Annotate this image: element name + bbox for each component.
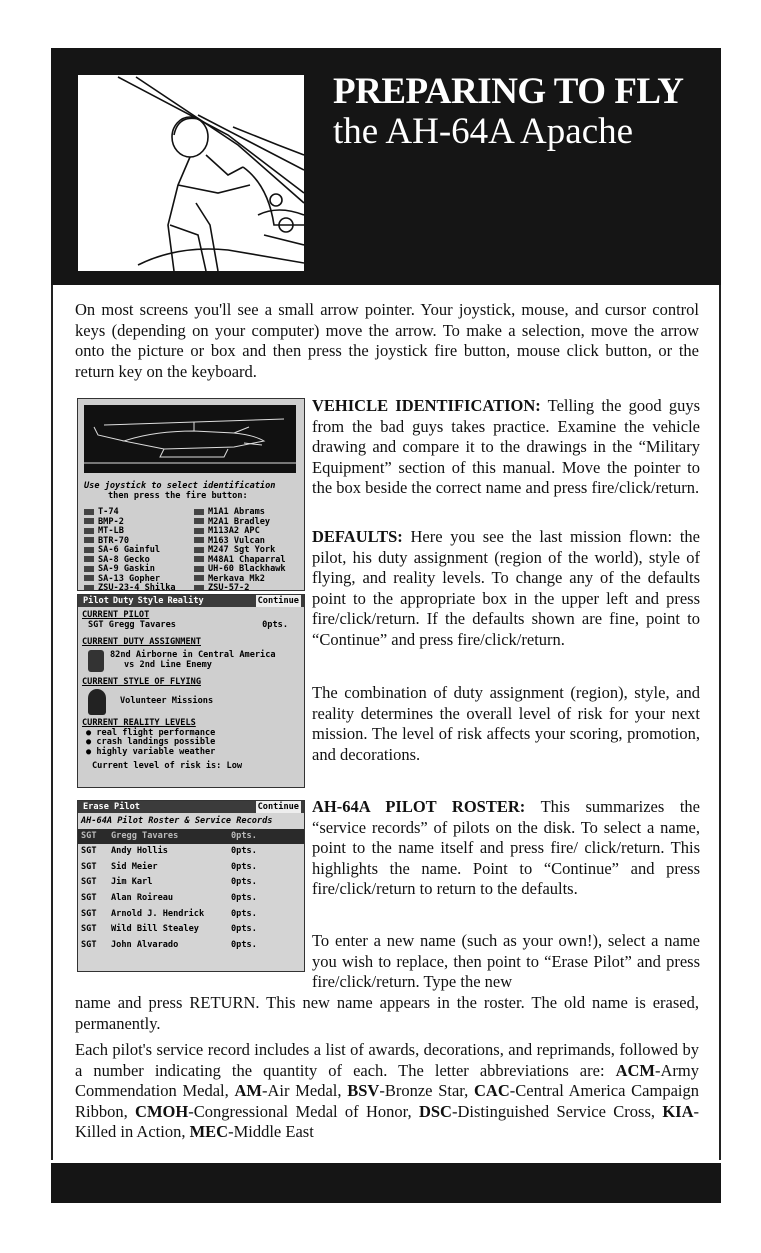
roster-row[interactable]: SGT Alan Roireau 0pts. [81,892,257,903]
vehicle-option[interactable]: M163 Vulcan [194,537,302,547]
option-box-icon[interactable] [194,518,204,524]
new-name-paragraph: To enter a new name (such as your own!), select a name you wish to replace, then point to “Erase Pilot” and press fire/click/return. Type the new [312,931,700,992]
roster-row[interactable]: SGT John Alvarado 0pts. [81,939,257,950]
helicopter-drawing [84,405,296,473]
option-box-icon[interactable] [194,509,204,515]
intro-paragraph: On most screens you'll see a small arrow pointer. Your joystick, mouse, and cursor control keys (depending on your computer) move the arrow. To make a selection, move the arrow onto the picture or box and then press the joystick fire button, mouse click button, or the return key on the keyboard. [75,300,699,381]
vehicle-option[interactable]: M1A1 Abrams [194,508,302,518]
roster-row[interactable]: SGT Arnold J. Hendrick 0pts. [81,908,257,919]
roster-row[interactable]: SGT Sid Meier 0pts. [81,861,257,872]
defaults-paragraph: DEFAULTS: Here you see the last mission flown: the pilot, his duty assignment (region of the world), style of flying, and reality levels. To change any of the defaults point to the appropriate box in the upper left and press fire/click/return. If the defaults shown are fine, point to “Continue” and press fire/click/return. [312,527,701,649]
vehicle-option[interactable]: SA-13 Gopher [84,575,189,585]
vehicle-option[interactable]: SA-8 Gecko [84,556,189,566]
option-box-icon[interactable] [194,575,204,581]
menu-style[interactable]: Style [137,596,164,606]
vehicle-id-paragraph: VEHICLE IDENTIFICATION: Telling the good guys from the bad guys takes practice. Examine the vehicle drawing and compare it to the drawings in the “Military Equipment” section of this manual. Move the pointer to the box beside the correct name and press fire/click/return. [312,396,700,498]
vehicle-option[interactable]: M247 Sgt York [194,546,302,556]
reality-item: ● highly variable weather [86,746,216,757]
vehicle-option[interactable]: MT-LB [84,527,189,537]
roster-row[interactable]: SGT Andy Hollis 0pts. [81,846,257,857]
menu-pilot[interactable]: Pilot [83,596,109,606]
vehicle-option[interactable]: M48A1 Chaparral [194,556,302,566]
roster-menubar [78,801,304,813]
duty-line-1: 82nd Airborne in Central America [110,650,276,660]
defaults-menubar [78,595,304,607]
option-box-icon[interactable] [194,547,204,553]
vehicle-option[interactable]: ZSU-57-2 [194,584,302,591]
option-box-icon[interactable] [84,518,94,524]
pilot-points: 0pts. [262,619,288,630]
duty-line-2: vs 2nd Line Enemy [124,659,212,670]
style-value: Volunteer Missions [120,696,214,707]
option-box-icon[interactable] [194,528,204,534]
vehicle-list-right [194,508,302,591]
defaults-heading: DEFAULTS: [312,527,403,546]
footer-band [51,1163,721,1203]
continue-button[interactable]: Continue [257,596,299,606]
reality-item: ● crash landings possible [86,737,216,747]
vehicle-drawing-panel [84,405,296,473]
option-box-icon[interactable] [84,537,94,543]
duty-label: CURRENT DUTY ASSIGNMENT [82,637,201,647]
page-subtitle: the AH-64A Apache [333,111,634,152]
option-box-icon[interactable] [194,556,204,562]
defaults-screenshot [77,594,305,788]
style-label: CURRENT STYLE OF FLYING [82,676,201,687]
option-box-icon[interactable] [84,509,94,515]
option-box-icon[interactable] [84,575,94,581]
erase-pilot-button[interactable]: Erase Pilot [83,802,140,812]
roster-row[interactable]: SGT Jim Karl 0pts. [81,877,257,888]
roster-title: AH-64A Pilot Roster & Service Records [81,816,273,826]
new-name-paragraph-cont: name and press RETURN. This new name appears in the roster. The old name is erased, permanently. [75,993,699,1033]
vehicle-id-heading: VEHICLE IDENTIFICATION: [312,396,541,415]
pilot-portrait-icon [88,689,106,715]
risk-paragraph: The combination of duty assignment (region), style, and reality determines the overall level of risk for your next mission. The level of risk affects your scoring, promotion, and decorations. [312,683,700,764]
option-box-icon[interactable] [84,566,94,572]
pilot-name: SGT Gregg Tavares [88,619,176,630]
menu-duty[interactable]: Duty [112,596,134,606]
awards-paragraph: Each pilot's service record includes a list of awards, decorations, and reprimands, followed by a number indicating the quantity of each. The letter abbreviations are: ACM-Army Commendation Medal, AM-Air Medal, BSV-Bronze Star, CAC-Central America Campaign Ribbon, CMOH-Congressional Medal of Honor, DSC-Distinguished Service Cross, KIA-Killed in Action, MEC-Middle East [75,1040,699,1142]
roster-heading: AH-64A PILOT ROSTER: [312,797,526,816]
pilot-label: CURRENT PILOT [82,610,150,620]
unit-insignia-icon [88,650,104,672]
right-rule [719,285,721,1160]
roster-paragraph: AH-64A PILOT ROSTER: This summarizes the “service records” of pilots on the disk. To select a name, point to the name itself and press fire/ click/return. This highlights the name. Point to “Continue” and press fire/click/return to return to the defaults. [312,797,700,899]
roster-continue-button[interactable]: Continue [257,802,299,812]
vehicle-prompt-1: Use joystick to select identification [84,481,276,491]
left-rule [51,285,53,1160]
vehicle-option[interactable]: M2A1 Bradley [194,518,302,528]
option-box-icon[interactable] [84,585,94,591]
vehicle-option[interactable]: ZSU-23-4 Shilka [84,584,189,591]
reality-label: CURRENT REALITY LEVELS [82,718,196,728]
defaults-body [82,611,300,772]
vehicle-option[interactable]: SA-9 Gaskin [84,565,189,575]
roster-row[interactable]: SGT Wild Bill Stealey 0pts. [81,924,257,935]
reality-item: ● real flight performance [86,727,216,738]
option-box-icon[interactable] [84,547,94,553]
roster-screenshot [77,800,305,972]
menu-reality[interactable]: Reality [167,596,204,606]
roster-row-selected[interactable]: SGT Gregg Tavares 0pts. [78,829,304,845]
pilot-illustration [78,75,304,271]
vehicle-option[interactable]: BMP-2 [84,518,189,528]
vehicle-prompt-2: then press the fire button: [108,491,248,501]
vehicle-id-screenshot [77,398,305,591]
vehicle-option[interactable]: M113A2 APC [194,527,302,537]
page-title: PREPARING TO FLY [333,71,684,112]
option-box-icon[interactable] [194,537,204,543]
vehicle-option[interactable]: Merkava Mk2 [194,575,302,585]
risk-level: Current level of risk is: Low [92,761,243,771]
vehicle-option[interactable]: BTR-70 [84,537,189,547]
option-box-icon[interactable] [194,566,204,572]
option-box-icon[interactable] [84,556,94,562]
vehicle-list-left [84,508,189,591]
vehicle-option[interactable]: UH-60 Blackhawk [194,565,302,575]
option-box-icon[interactable] [84,528,94,534]
option-box-icon[interactable] [194,585,204,591]
vehicle-option[interactable]: SA-6 Gainful [84,546,189,556]
vehicle-option[interactable]: T-74 [84,508,189,518]
